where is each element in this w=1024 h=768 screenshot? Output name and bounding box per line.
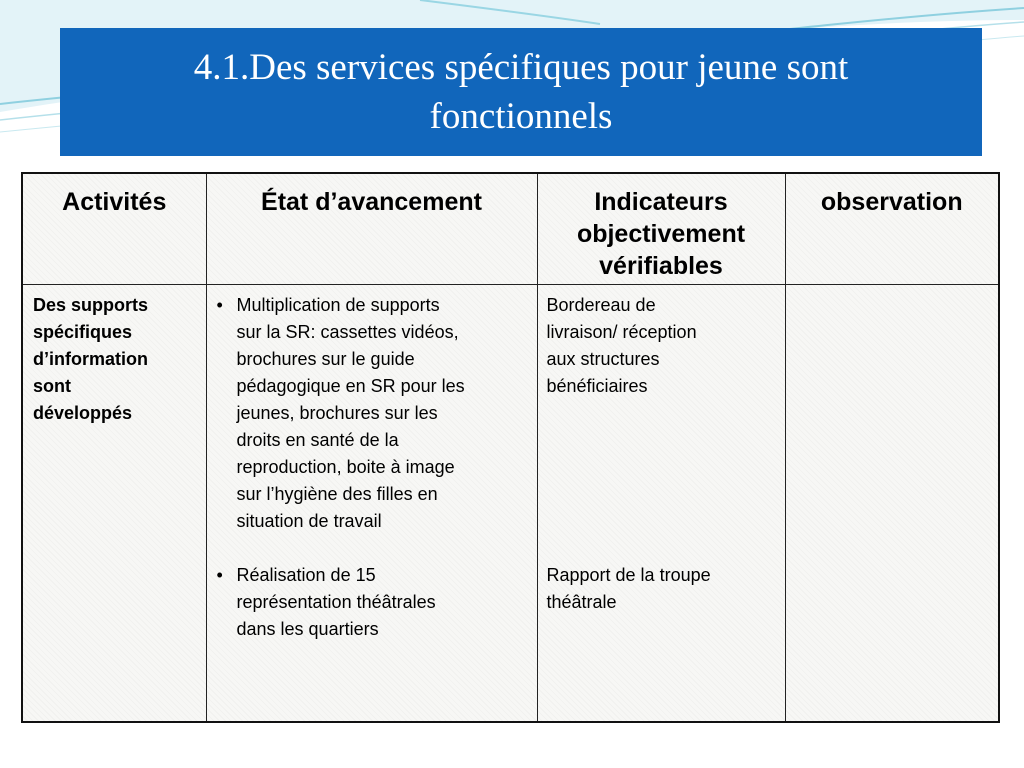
bullet-item-multiplication [215, 292, 529, 535]
bullet-line: sur la SR: cassettes vidéos, [236, 321, 459, 342]
table-header-row [22, 173, 999, 284]
indicator-line: théâtrale [546, 591, 617, 612]
bullet-dot-icon: • [216, 294, 223, 315]
bullet-text [237, 562, 529, 643]
activity-line: développés [33, 402, 133, 423]
header-indicateurs [537, 173, 785, 284]
bullet-line: brochures sur le guide [236, 348, 415, 369]
slide-title-line-2: fonctionnels [429, 96, 613, 137]
bullet-line: jeunes, brochures sur les [236, 402, 438, 423]
bullet-line: dans les quartiers [236, 618, 379, 639]
activity-line: d’information [33, 348, 148, 369]
header-indicateurs-line-3: vérifiables [599, 252, 723, 280]
header-indicateurs-line-1: Indicateurs [594, 188, 728, 216]
bullet-line: reproduction, boite à image [236, 456, 455, 477]
indicator-line: Rapport de la troupe [546, 564, 711, 585]
activity-line: sont [33, 375, 71, 396]
indicator-bordereau [547, 292, 777, 400]
indicator-line: livraison/ réception [546, 321, 697, 342]
bullet-line: représentation théâtrales [236, 591, 436, 612]
indicator-line: Bordereau de [546, 294, 656, 315]
activity-line: spécifiques [33, 321, 133, 342]
activities-table [21, 172, 1000, 723]
header-indicateurs-line-2: objectivement [576, 220, 746, 248]
table-row [22, 284, 999, 722]
slide-title [194, 43, 849, 141]
cell-etat-avancement [206, 284, 537, 722]
indicator-line: aux structures [546, 348, 660, 369]
cell-observation [785, 284, 999, 722]
indicator-line: bénéficiaires [546, 375, 648, 396]
title-banner [60, 28, 982, 156]
bullet-dot-icon: • [216, 564, 223, 585]
header-observation: observation [785, 173, 999, 284]
bullet-line: Réalisation de 15 [236, 564, 376, 585]
activity-line: Des supports [33, 294, 149, 315]
bullet-line: droits en santé de la [236, 429, 399, 450]
bullet-line: pédagogique en SR pour les [236, 375, 465, 396]
indicator-rapport [547, 562, 777, 616]
cell-indicateurs [537, 284, 785, 722]
bullet-line: sur l’hygiène des filles en [236, 483, 438, 504]
header-activites: Activités [22, 173, 206, 284]
bullet-text [237, 292, 529, 535]
cell-activity [22, 284, 206, 722]
slide-title-line-1: 4.1.Des services spécifiques pour jeune sont [193, 47, 849, 88]
bullet-item-realisation [215, 562, 529, 643]
bullet-line: situation de travail [236, 510, 382, 531]
bullet-line: Multiplication de supports [236, 294, 440, 315]
header-etat-avancement: État d’avancement [206, 173, 537, 284]
